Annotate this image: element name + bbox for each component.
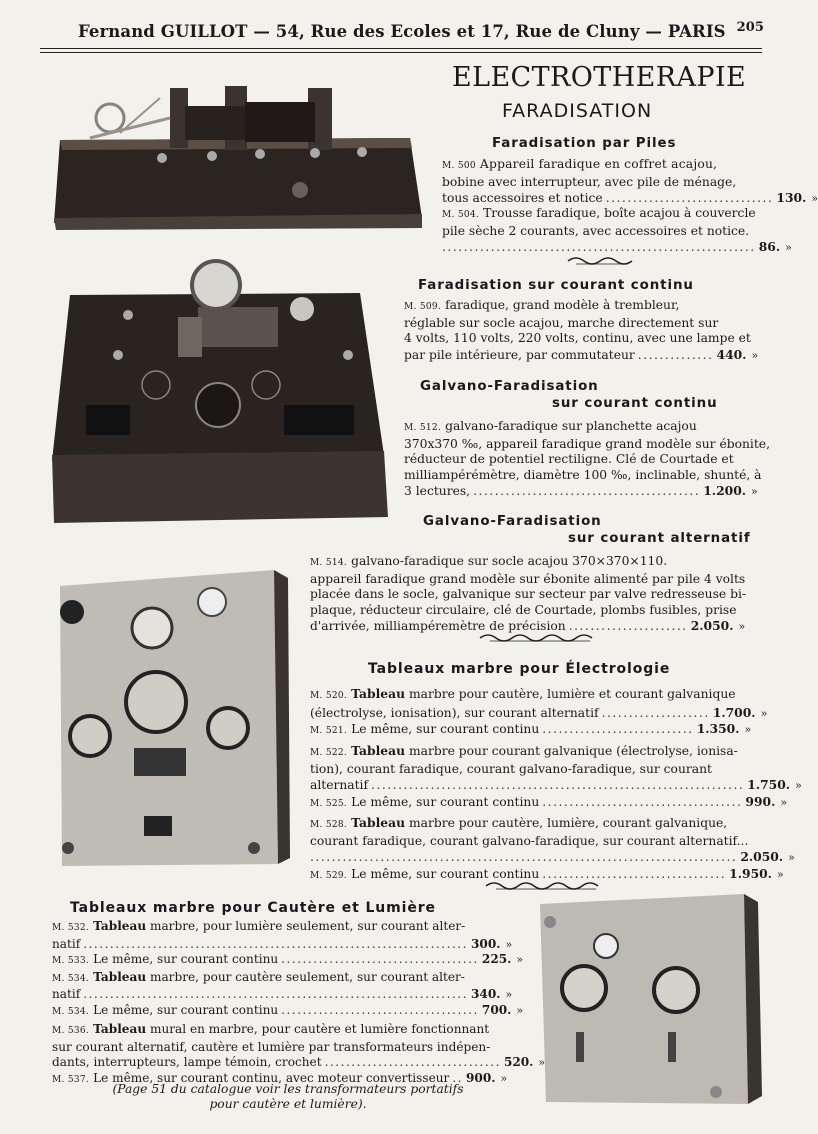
header-rule (40, 48, 762, 49)
item-line: marbre pour courant galvanique (électrolyse, ionisa- (408, 744, 738, 758)
price-mark: » (780, 795, 788, 809)
item-ref: M. 534. (52, 1006, 90, 1017)
section-heading-galvano-alternatif-2: sur courant alternatif (568, 531, 751, 546)
item-line: Le même, sur courant continu (93, 1002, 279, 1017)
item-price: 990. (745, 793, 776, 809)
section-heading-galvano-continu-2: sur courant continu (552, 396, 718, 411)
item-price: 86. (758, 239, 781, 254)
price-mark: » (776, 867, 784, 881)
item-line: natif (52, 936, 81, 951)
price-mark: » (744, 723, 752, 736)
item-line: (électrolyse, ionisation), sur courant alternatif (310, 705, 599, 720)
price-mark: » (785, 241, 792, 254)
item-line: marbre pour cautère, lumière et courant galvanique (408, 687, 736, 701)
footnote-line-1: (Page 51 du catalogue voir les transformateurs portatifs (112, 1082, 464, 1096)
item-line: marbre, pour cautère seulement, sur courant alter- (150, 969, 465, 984)
item-ref: M. 509. (404, 302, 442, 312)
price-mark: » (751, 485, 758, 498)
item-price: 1.700. (712, 704, 756, 720)
item-m500: M. 500 Appareil faradique en coffret acajou, bobine avec interrupteur, avec pile de ménage, tous accessoires et notice ............................... 130. » (442, 157, 818, 205)
item-line: Le même, sur courant continu, avec moteur convertisseur (93, 1070, 450, 1085)
price-mark: » (751, 348, 759, 362)
item-lead: Tableau (93, 919, 147, 933)
item-line: marbre pour cautère, lumière, courant galvanique, (408, 816, 728, 830)
footnote-line-2: pour cautère et lumière). (209, 1097, 367, 1111)
item-price: 440. (716, 346, 747, 362)
item-m509: M. 509. faradique, grand modèle à trembleur, réglable sur socle acajou, marche directement sur 4 volts, 110 volts, 220 volts, continu, avec une lampe et par pile intérieure, par commutateur .............. 440. » (404, 298, 768, 363)
item-line: marbre, pour lumière seulement, sur courant alter- (150, 919, 466, 933)
price-mark: » (788, 851, 795, 864)
item-ref: M. 525. (310, 798, 348, 809)
item-line: Le même, sur courant continu (351, 722, 540, 736)
item-line: 370x370 ‰, appareil faradique grand modèle sur ébonite, (404, 436, 770, 451)
item-line: plaque, réducteur circulaire, clé de Courtade, plombs fusibles, prise (310, 602, 737, 617)
divider-squiggle (486, 880, 606, 890)
price-mark: » (505, 988, 513, 1001)
item-ref: M. 521. (310, 726, 348, 736)
item-line: Appareil faradique en coffret acajou, (479, 157, 718, 171)
price-mark: » (516, 1003, 524, 1017)
item-line: Le même, sur courant continu (351, 866, 540, 881)
item-line: bobine avec interrupteur, avec pile de ménage, (442, 174, 737, 189)
item-line: galvano-faradique sur planchette acajou (445, 419, 697, 433)
item-ref: M. 537. (52, 1074, 90, 1085)
price-mark: » (538, 1056, 546, 1069)
divider-squiggle (568, 255, 638, 265)
header-rule-thin (40, 52, 762, 53)
item-ref: M. 528. (310, 820, 348, 830)
item-line: courant faradique, courant galvano-faradique, sur courant alternatif... (310, 833, 749, 848)
item-line: natif (52, 987, 81, 1001)
item-ref: M. 504. (442, 210, 480, 220)
section-heading-galvano-continu-1: Galvano-Faradisation (420, 379, 599, 394)
item-lead: Tableau (351, 743, 406, 758)
item-line: dants, interrupteurs, lampe témoin, crochet (52, 1055, 322, 1069)
item-m504: M. 504. Trousse faradique, boîte acajou à couvercle pile sèche 2 courants, avec accessoires et notice. .......................................................... 86. » (442, 206, 792, 254)
item-price: 1.750. (747, 777, 791, 792)
item-price: 1.350. (696, 721, 740, 736)
divider-squiggle (480, 632, 600, 642)
item-line: Le même, sur courant continu (351, 794, 540, 809)
item-ref: M. 536. (52, 1026, 90, 1036)
item-price: 520. (503, 1055, 534, 1069)
item-line: réducteur de potentiel rectiligne. Clé de Courtade et (404, 452, 734, 466)
price-mark: » (795, 779, 802, 792)
item-ref: M. 534. (52, 973, 90, 984)
item-lead: Tableau (93, 1022, 147, 1036)
item-ref: M. 522. (310, 748, 348, 758)
photo-marble-panel-cautere (536, 892, 780, 1108)
item-line: sur courant alternatif, cautère et lumière par transformateurs indépen- (52, 1039, 491, 1054)
item-m528: M. 528. Tableau marbre pour cautère, lumière, courant galvanique, courant faradique, courant galvano-faradique, sur courant alternatif... ............................................................................... 2.050. » M. 529. Le même, sur courant continu .................................. 1.950. » (310, 815, 795, 881)
item-line: placée dans le socle, galvanique sur secteur par valve redresseuse bi- (310, 587, 747, 601)
item-price: 1.950. (729, 865, 772, 881)
item-list-cautere: M. 532. Tableau marbre, pour lumière seulement, sur courant alter- natif ........................................................................ 300. » M. 533. Le même, sur courant continu ..................................... 225. » M. 534. Tableau marbre, pour cautère seulement, sur courant alter- natif ........................................................................ 340. » M. 534. Le même, sur courant continu ..................................... 700. » M. 536. Tableau mural en marbre, pour cautère et lumière fonctionnant sur courant alternatif, cautère et lumière par transformateurs indépen- dants, interrupteurs, lampe témoin, crochet ................................. 520. » M. 537. Le même, sur courant continu, avec moteur convertisseur .. 900. » (52, 919, 546, 1085)
section-heading-galvano-alternatif-1: Galvano-Faradisation (423, 514, 602, 529)
footnote (98, 1082, 478, 1112)
item-price: 130. (776, 190, 807, 205)
page-header (40, 18, 768, 46)
photo-faradic-box (50, 78, 430, 233)
item-line: Trousse faradique, boîte acajou à couvercle (483, 206, 756, 220)
section-heading-piles: Faradisation par Piles (492, 136, 677, 151)
subtitle: FARADISATION (502, 100, 653, 122)
price-mark: » (811, 192, 818, 205)
main-title: ELECTROTHERAPIE (452, 62, 747, 93)
photo-faradic-console (48, 255, 390, 527)
item-price: 300. (471, 936, 501, 951)
price-mark: » (505, 937, 513, 951)
item-price: 2.050. (690, 618, 734, 633)
item-line: par pile intérieure, par commutateur (404, 347, 635, 362)
item-m522: M. 522. Tableau marbre pour courant galvanique (électrolyse, ionisa- tion), courant faradique, courant galvano-faradique, sur courant alternatif ..................................................................... 1.750. » M. 525. Le même, sur courant continu ..................................... 990. » (310, 743, 802, 809)
item-price: 1.200. (703, 483, 747, 498)
item-ref: M. 529. (310, 870, 348, 881)
price-mark: » (738, 620, 746, 633)
item-lead: Tableau (93, 969, 147, 984)
item-m512: M. 512. galvano-faradique sur planchette acajou 370x370 ‰, appareil faradique grand modèle sur ébonite, réducteur de potentiel rectiligne. Clé de Courtade et milliampérémètre, diamètre 100 ‰, inclinable, shunté, à 3 lectures, .......................................... 1.200. » (404, 419, 770, 498)
item-line: milliampérémètre, diamètre 100 ‰, inclinable, shunté, à (404, 467, 762, 482)
item-price: 700. (481, 1002, 512, 1017)
item-ref: M. 533. (52, 956, 90, 966)
item-line: appareil faradique grand modèle sur ébonite alimenté par pile 4 volts (310, 571, 746, 586)
item-line: 3 lectures, (404, 484, 471, 498)
item-line: galvano-faradique sur socle acajou 370×370×110. (351, 554, 668, 568)
item-lead: Tableau (351, 815, 406, 830)
item-lead: Tableau (351, 686, 406, 701)
item-line: réglable sur socle acajou, marche directement sur (404, 315, 719, 330)
item-price: 340. (471, 987, 501, 1001)
item-ref: M. 500 (442, 161, 476, 171)
section-heading-electrologie: Tableaux marbre pour Électrologie (368, 661, 671, 677)
price-mark: » (516, 953, 524, 966)
item-line: Le même, sur courant continu (93, 952, 279, 966)
photo-marble-panel-large (52, 566, 292, 874)
item-ref: M. 514. (310, 558, 348, 568)
item-line: faradique, grand modèle à trembleur, (445, 298, 680, 312)
item-ref: M. 512. (404, 423, 442, 433)
price-mark: » (760, 706, 768, 720)
item-line: 4 volts, 110 volts, 220 volts, continu, avec une lampe et (404, 331, 751, 345)
item-price: 2.050. (740, 849, 784, 864)
item-line: alternatif (310, 778, 369, 792)
item-ref: M. 532. (52, 923, 90, 933)
price-mark: » (500, 1071, 508, 1085)
item-m514: M. 514. galvano-faradique sur socle acajou 370×370×110. appareil faradique grand modèle sur ébonite alimenté par pile 4 volts placée dans le socle, galvanique sur secteur par valve redresseuse bi- plaque, réducteur circulaire, clé de Courtade, plombs fusibles, prise d'arrivée, milliampéremètre de précision ...................... 2.050. » (310, 554, 774, 635)
item-price: 900. (466, 1070, 496, 1085)
item-price: 225. (481, 952, 512, 966)
item-m520: M. 520. Tableau marbre pour cautère, lumière et courant galvanique (électrolyse, ionisation), sur courant alternatif .................... 1.700. » M. 521. Le même, sur courant continu ............................ 1.350. » (310, 686, 768, 736)
item-line: d'arrivée, milliampéremètre de précision (310, 619, 566, 633)
section-heading-continu: Faradisation sur courant continu (418, 278, 694, 293)
item-line: tous accessoires et notice (442, 191, 603, 205)
header-title: Fernand GUILLOT — 54, Rue des Ecoles et 17, Rue de Cluny — PARIS (78, 22, 726, 41)
page-number: 205 (736, 20, 764, 35)
item-line: pile sèche 2 courants, avec accessoires et notice. (442, 223, 750, 238)
section-heading-cautere: Tableaux marbre pour Cautère et Lumière (70, 900, 436, 916)
item-ref: M. 520. (310, 691, 348, 701)
item-line: mural en marbre, pour cautère et lumière fonctionnant (150, 1022, 490, 1036)
item-line: tion), courant faradique, courant galvano-faradique, sur courant (310, 761, 712, 776)
